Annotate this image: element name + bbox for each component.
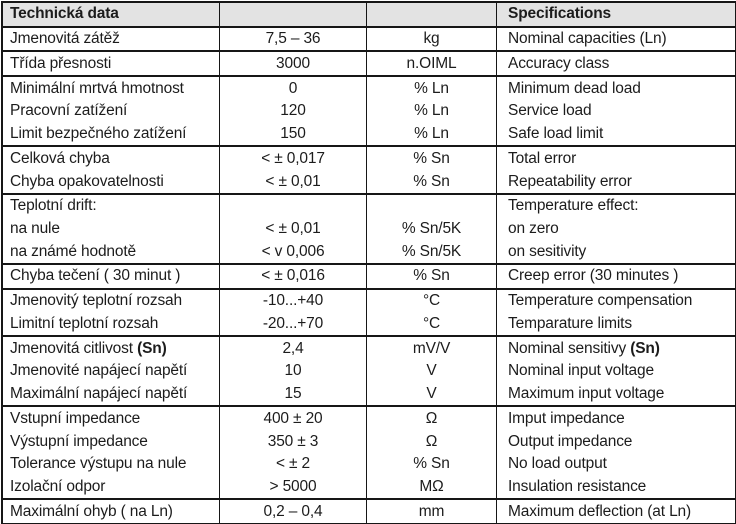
table-row bbox=[3, 290, 735, 313]
row-label-czech: na známé hodnotě bbox=[3, 240, 220, 263]
row-value: 10 bbox=[220, 360, 367, 383]
row-value: 0,2 – 0,4 bbox=[220, 500, 367, 523]
row-unit: % Ln bbox=[367, 100, 497, 123]
row-unit: % Ln bbox=[367, 123, 497, 146]
row-label-czech: Teplotní drift: bbox=[3, 195, 220, 218]
table-row bbox=[3, 123, 735, 148]
row-value: < ± 0,016 bbox=[220, 265, 367, 288]
row-label-czech: Jmenovitý teplotní rozsah bbox=[3, 290, 220, 313]
row-label-english: Minimum dead load bbox=[508, 79, 641, 97]
row-label-english: on zero bbox=[508, 219, 559, 237]
table-row bbox=[3, 195, 735, 218]
row-label-czech: Pracovní zatížení bbox=[3, 100, 220, 123]
row-unit: % Sn bbox=[367, 170, 497, 193]
row-value: 15 bbox=[220, 383, 367, 406]
row-value: 0 bbox=[220, 77, 367, 100]
table-row bbox=[3, 240, 735, 265]
row-label-czech: Chyba tečení ( 30 minut ) bbox=[3, 265, 220, 288]
row-unit: Ω bbox=[367, 407, 497, 430]
table-row bbox=[3, 77, 735, 100]
row-unit: °C bbox=[367, 313, 497, 336]
table-row bbox=[3, 52, 735, 77]
row-label-english: Temparature limits bbox=[508, 314, 632, 332]
row-unit: Ω bbox=[367, 430, 497, 453]
table-row bbox=[3, 500, 735, 523]
row-label-english: Repeatability error bbox=[508, 172, 632, 190]
row-label-english: Creep error (30 minutes ) bbox=[508, 267, 679, 285]
row-unit: % Sn/5K bbox=[367, 218, 497, 241]
table-row bbox=[3, 100, 735, 123]
row-label-czech: Maximální napájecí napětí bbox=[3, 383, 220, 406]
row-label-english: Total error bbox=[508, 149, 577, 167]
english-table-title: Specifications bbox=[508, 5, 611, 23]
table-header-row bbox=[3, 3, 735, 28]
header-czech-title-cell bbox=[3, 3, 220, 26]
table-row bbox=[3, 360, 735, 383]
row-unit: mm bbox=[367, 500, 497, 523]
row-unit: n.OIML bbox=[367, 52, 497, 75]
row-label-czech: Vstupní impedance bbox=[3, 407, 220, 430]
row-label-english: Nominal sensitivy (Sn) bbox=[508, 339, 660, 357]
row-label-czech: Jmenovité napájecí napětí bbox=[3, 360, 220, 383]
table-row bbox=[3, 265, 735, 290]
row-value: 2,4 bbox=[220, 337, 367, 360]
row-label-czech: Chyba opakovatelnosti bbox=[3, 170, 220, 193]
czech-table-title: Technická data bbox=[10, 5, 119, 23]
row-unit: V bbox=[367, 383, 497, 406]
row-unit: % Sn bbox=[367, 147, 497, 170]
row-unit: kg bbox=[367, 28, 497, 51]
row-unit: °C bbox=[367, 290, 497, 313]
row-unit: % Sn bbox=[367, 453, 497, 476]
table-row bbox=[3, 430, 735, 453]
row-label-english: Output impedance bbox=[508, 432, 633, 450]
row-unit: % Sn/5K bbox=[367, 240, 497, 263]
row-label-czech: na nule bbox=[3, 218, 220, 241]
row-unit: V bbox=[367, 360, 497, 383]
row-value: 7,5 – 36 bbox=[220, 28, 367, 51]
table-row bbox=[3, 170, 735, 195]
row-value: -10...+40 bbox=[220, 290, 367, 313]
row-label-english: Nominal capacities (Ln) bbox=[508, 30, 667, 48]
row-value: -20...+70 bbox=[220, 313, 367, 336]
row-value: > 5000 bbox=[220, 476, 367, 499]
row-value: < ± 2 bbox=[220, 453, 367, 476]
row-value: < v 0,006 bbox=[220, 240, 367, 263]
row-value bbox=[220, 195, 367, 218]
row-label-czech: Limitní teplotní rozsah bbox=[3, 313, 220, 336]
table-row bbox=[3, 313, 735, 338]
row-value: < ± 0,017 bbox=[220, 147, 367, 170]
row-label-czech: Maximální ohyb ( na Ln) bbox=[3, 500, 220, 523]
row-label-english: Nominal input voltage bbox=[508, 362, 654, 380]
row-unit: % Sn bbox=[367, 265, 497, 288]
table-row bbox=[3, 407, 735, 430]
header-unit-cell bbox=[367, 3, 497, 26]
row-label-czech: Jmenovitá citlivost (Sn) bbox=[3, 337, 220, 360]
row-label-english: Temperature effect: bbox=[508, 197, 639, 215]
row-label-english: Temperature compensation bbox=[508, 292, 693, 310]
table-row bbox=[3, 147, 735, 170]
header-english-title-cell bbox=[497, 3, 735, 26]
row-label-english: on sesitivity bbox=[508, 242, 587, 260]
row-unit: % Ln bbox=[367, 77, 497, 100]
table-row bbox=[3, 476, 735, 501]
row-label-czech: Minimální mrtvá hmotnost bbox=[3, 77, 220, 100]
table-row bbox=[3, 337, 735, 360]
row-value: < ± 0,01 bbox=[220, 170, 367, 193]
row-value: 350 ± 3 bbox=[220, 430, 367, 453]
spec-table bbox=[1, 1, 736, 524]
row-unit bbox=[367, 195, 497, 218]
row-label-czech: Tolerance výstupu na nule bbox=[3, 453, 220, 476]
row-label-english: Insulation resistance bbox=[508, 478, 647, 496]
table-row bbox=[3, 383, 735, 408]
row-value: 3000 bbox=[220, 52, 367, 75]
row-label-czech: Izolační odpor bbox=[3, 476, 220, 499]
row-value: < ± 0,01 bbox=[220, 218, 367, 241]
row-unit: mV/V bbox=[367, 337, 497, 360]
row-label-czech: Limit bezpečného zatížení bbox=[3, 123, 220, 146]
row-label-english: No load output bbox=[508, 455, 607, 473]
header-value-cell bbox=[220, 3, 367, 26]
row-unit: MΩ bbox=[367, 476, 497, 499]
row-label-english: Service load bbox=[508, 102, 592, 120]
row-label-english: Maximum input voltage bbox=[508, 385, 665, 403]
table-row bbox=[3, 28, 735, 53]
row-label-czech: Výstupní impedance bbox=[3, 430, 220, 453]
table-row bbox=[3, 218, 735, 241]
row-label-english: Maximum deflection (at Ln) bbox=[508, 502, 692, 520]
row-label-english: Imput impedance bbox=[508, 409, 625, 427]
row-label-english: Safe load limit bbox=[508, 125, 604, 143]
row-label-english: Accuracy class bbox=[508, 54, 610, 72]
row-label-czech: Jmenovitá zátěž bbox=[3, 28, 220, 51]
row-value: 150 bbox=[220, 123, 367, 146]
row-label-czech: Celková chyba bbox=[3, 147, 220, 170]
row-label-czech: Třída přesnosti bbox=[3, 52, 220, 75]
row-value: 120 bbox=[220, 100, 367, 123]
table-row bbox=[3, 453, 735, 476]
row-value: 400 ± 20 bbox=[220, 407, 367, 430]
